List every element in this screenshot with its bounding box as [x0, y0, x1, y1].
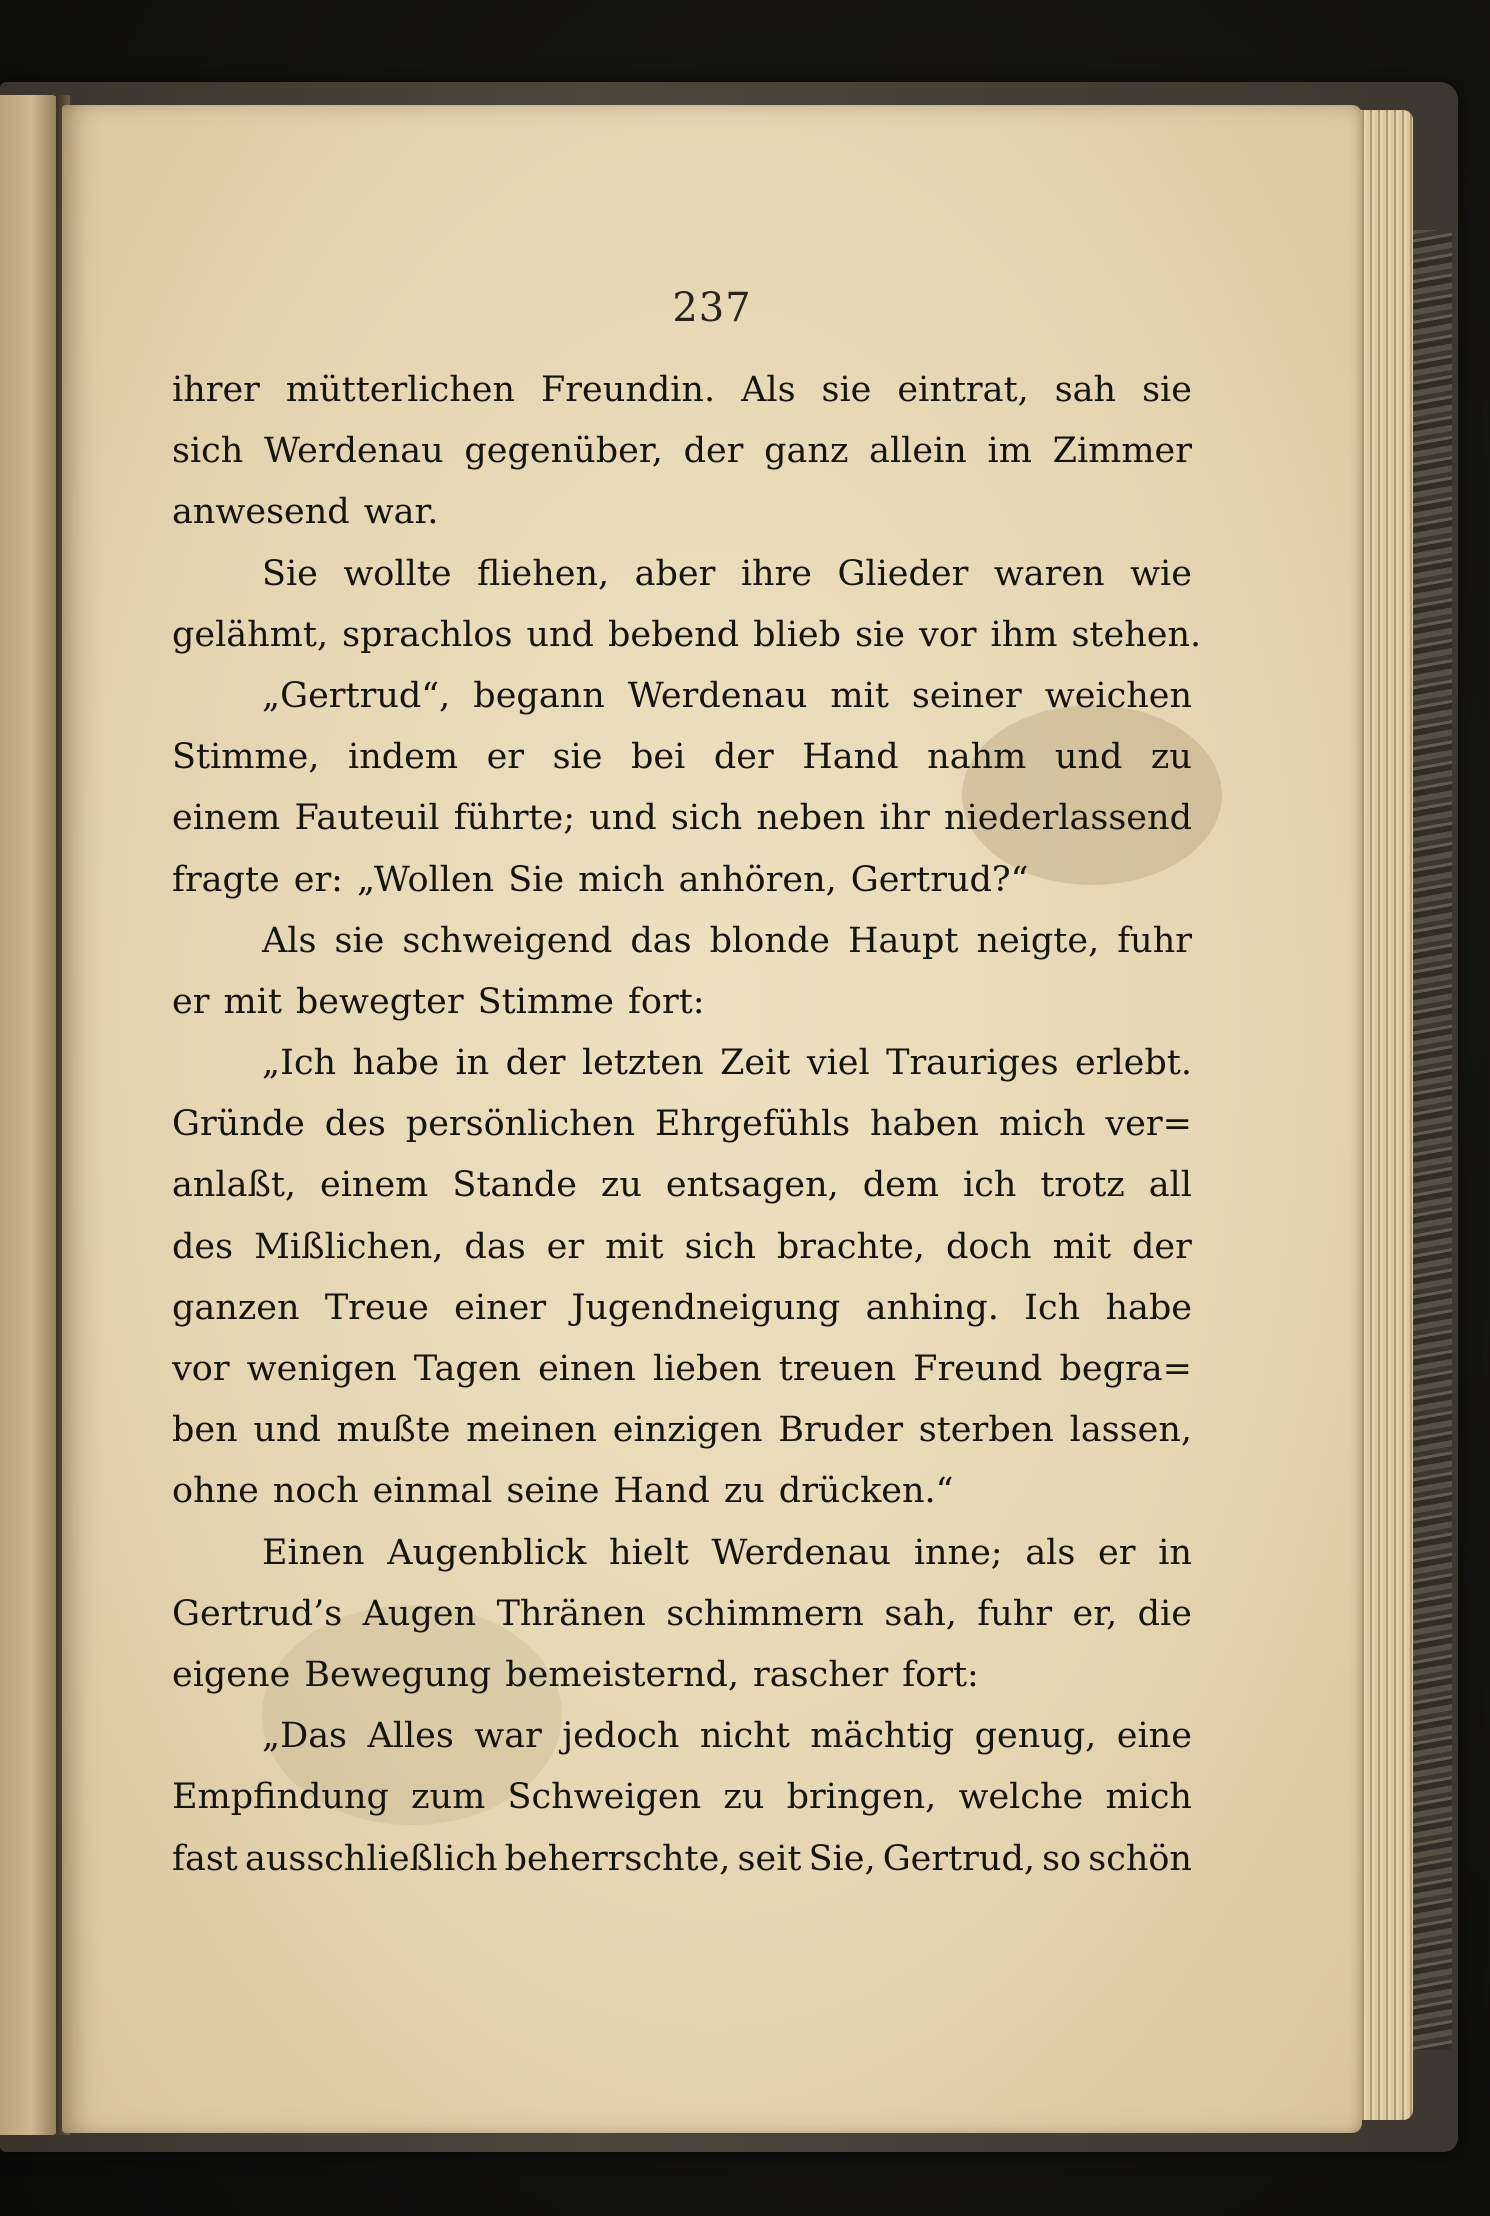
text-line — [172, 1094, 1192, 1155]
book-page — [62, 105, 1362, 2133]
page-number: 237 — [672, 285, 752, 331]
word: der — [1132, 1226, 1192, 1267]
text-line — [172, 1033, 1192, 1094]
word: allein — [869, 431, 967, 472]
word: fuhr — [977, 1593, 1053, 1634]
word: blieb — [753, 614, 842, 655]
word: und — [589, 798, 657, 839]
word: Freund — [913, 1349, 1043, 1389]
word: Hand — [613, 1471, 710, 1512]
word: Empfindung — [172, 1777, 389, 1818]
text-line — [172, 1706, 1192, 1767]
word: nicht — [699, 1716, 790, 1757]
text-line — [172, 972, 1192, 1033]
word: mit — [830, 675, 889, 716]
word: der — [683, 431, 744, 472]
word: ihre — [740, 553, 812, 594]
word: sie — [821, 370, 872, 410]
word: das — [630, 920, 692, 961]
word: so — [1042, 1838, 1082, 1879]
word: mußte — [336, 1410, 451, 1451]
word: trotz — [1040, 1165, 1125, 1206]
text-line — [172, 1217, 1192, 1278]
word: eintrat, — [897, 370, 1029, 410]
word: genug, — [974, 1716, 1097, 1757]
word: Gertrud’s — [172, 1593, 343, 1634]
word: Ehrgefühls — [654, 1104, 851, 1145]
word: mütterlichen — [285, 370, 516, 410]
word: begann — [473, 675, 605, 716]
word: einem — [320, 1165, 429, 1206]
word: sich — [684, 1226, 756, 1267]
word: die — [1137, 1593, 1192, 1634]
word: anhing. — [865, 1287, 999, 1328]
word: zu — [723, 1777, 765, 1818]
word: fragte — [172, 859, 280, 900]
word: sich — [172, 431, 244, 472]
word: seine — [506, 1471, 600, 1512]
word: Ich — [1024, 1287, 1081, 1328]
word: persönlichen — [405, 1104, 636, 1145]
word: noch — [272, 1471, 359, 1512]
word: bemeisternd, — [505, 1654, 740, 1695]
word: er — [546, 1226, 585, 1267]
word: seiner — [911, 675, 1022, 716]
text-line — [172, 788, 1192, 849]
word: sprachlos — [342, 614, 513, 655]
word: einmal — [372, 1471, 493, 1512]
word: begra= — [1059, 1349, 1192, 1389]
word: Hand — [802, 737, 899, 778]
word: „Wollen — [356, 859, 495, 900]
word: einzigen — [612, 1410, 763, 1451]
page-text — [172, 360, 1202, 1890]
word: Sie, — [808, 1838, 876, 1879]
text-line — [172, 544, 1192, 605]
word: vor — [172, 1349, 230, 1389]
word: wollte — [343, 553, 452, 594]
word: doch — [945, 1226, 1032, 1267]
word: mit — [605, 1226, 664, 1267]
word: er — [486, 737, 525, 778]
word: sterben — [918, 1410, 1054, 1451]
text-line — [172, 482, 1192, 543]
word: als — [1025, 1532, 1076, 1573]
word: einen — [538, 1349, 636, 1389]
word: haben — [869, 1104, 980, 1145]
word: in — [1158, 1532, 1192, 1573]
word: er — [172, 981, 210, 1022]
word: welche — [958, 1777, 1084, 1818]
word: führte; — [453, 798, 576, 839]
word: gelähmt, — [172, 614, 329, 655]
word: viel — [806, 1043, 870, 1084]
word: entsagen, — [665, 1165, 839, 1206]
word: Gertrud?“ — [850, 859, 1029, 900]
text-line — [172, 421, 1192, 482]
word: Augen — [362, 1593, 477, 1634]
word: all — [1148, 1165, 1192, 1206]
word: eigene — [172, 1654, 291, 1695]
word: einem — [172, 798, 281, 839]
word: Trauriges — [886, 1043, 1059, 1084]
word: fast — [172, 1838, 238, 1879]
word: gegenüber, — [464, 431, 663, 472]
word: Zeit — [720, 1043, 791, 1084]
word: treuen — [778, 1349, 897, 1389]
word: bringen, — [786, 1777, 937, 1818]
word: Werdenau — [711, 1532, 892, 1573]
word: nahm — [927, 737, 1027, 778]
word: erlebt. — [1075, 1043, 1192, 1084]
word: Glieder — [837, 553, 969, 594]
word: schön — [1088, 1838, 1192, 1879]
word: sie — [1142, 370, 1192, 410]
word: ihr — [879, 798, 930, 839]
word: Als — [262, 920, 317, 961]
text-line — [172, 360, 1192, 421]
text-line — [172, 727, 1192, 788]
word: inne; — [913, 1532, 1003, 1573]
word: zu — [1150, 737, 1192, 778]
word: Treue — [324, 1287, 429, 1328]
word: lieben — [652, 1349, 762, 1389]
word: sah, — [884, 1593, 957, 1634]
word: zu — [723, 1471, 765, 1512]
word: blonde — [709, 920, 830, 961]
word: fort: — [902, 1654, 979, 1695]
text-line — [172, 1523, 1192, 1584]
word: Gründe — [172, 1104, 305, 1145]
word: drücken.“ — [778, 1471, 954, 1512]
word: ihm — [990, 614, 1058, 655]
text-line — [172, 850, 1192, 911]
word: jedoch — [562, 1716, 680, 1757]
word: sie — [334, 920, 385, 961]
word: ben — [172, 1410, 238, 1451]
word: stehen. — [1071, 614, 1202, 655]
word: „Gertrud“, — [262, 675, 451, 716]
word: mächtig — [810, 1716, 955, 1757]
word: das — [464, 1226, 526, 1267]
word: ganzen — [172, 1287, 300, 1328]
word: habe — [1105, 1287, 1192, 1328]
word: schweigend — [402, 920, 613, 961]
word: und — [1054, 737, 1123, 778]
word: dem — [862, 1165, 940, 1206]
word: letzten — [581, 1043, 704, 1084]
text-line — [172, 911, 1192, 972]
word: schimmern — [666, 1593, 864, 1634]
word: der — [713, 737, 774, 778]
word: brachte, — [776, 1226, 925, 1267]
word: Stande — [452, 1165, 577, 1206]
word: lassen, — [1069, 1410, 1192, 1451]
word: und — [253, 1410, 321, 1451]
word: Alles — [367, 1716, 454, 1757]
word: Augenblick — [387, 1532, 587, 1573]
word: „Ich — [262, 1043, 337, 1084]
word: neigte, — [976, 920, 1100, 961]
word: „Das — [262, 1716, 348, 1757]
word: bewegter — [295, 981, 464, 1022]
word: sie — [552, 737, 603, 778]
word: Schweigen — [507, 1777, 702, 1818]
text-line — [172, 1767, 1192, 1828]
word: Thränen — [496, 1593, 646, 1634]
word: Bewegung — [304, 1654, 492, 1695]
word: er: — [293, 859, 343, 900]
word: bei — [631, 737, 686, 778]
word: er, — [1072, 1593, 1118, 1634]
word: in — [455, 1043, 490, 1084]
text-line — [172, 605, 1202, 666]
word: neben — [756, 798, 866, 839]
word: Einen — [262, 1532, 365, 1573]
word: hielt — [609, 1532, 689, 1573]
word: fuhr — [1117, 920, 1192, 961]
word: mich — [578, 859, 665, 900]
word: anwesend — [172, 492, 350, 533]
word: ohne — [172, 1471, 259, 1512]
word: habe — [352, 1043, 440, 1084]
word: aber — [634, 553, 716, 594]
word: zum — [411, 1777, 486, 1818]
word: Werdenau — [627, 675, 808, 716]
word: fort: — [627, 981, 705, 1022]
word: im — [987, 431, 1032, 472]
word: des — [324, 1104, 386, 1145]
text-line — [172, 666, 1192, 727]
word: indem — [348, 737, 459, 778]
word: und — [526, 614, 594, 655]
word: waren — [993, 553, 1105, 594]
word: ihrer — [172, 370, 260, 410]
word: Freundin. — [541, 370, 716, 410]
text-line — [172, 1339, 1192, 1400]
word: Haupt — [848, 920, 959, 961]
text-line — [172, 1155, 1192, 1216]
word: rascher — [753, 1654, 889, 1695]
word: Sie — [262, 553, 318, 594]
word: Tagen — [413, 1349, 521, 1389]
word: Zimmer — [1052, 431, 1192, 472]
word: vor — [918, 614, 977, 655]
word: Werdenau — [264, 431, 444, 472]
word: mit — [223, 981, 282, 1022]
word: sie — [855, 614, 905, 655]
text-line — [172, 1645, 1192, 1706]
word: niederlassend — [944, 798, 1192, 839]
word: einer — [454, 1287, 547, 1328]
word: sich — [670, 798, 743, 839]
word: ganz — [764, 431, 849, 472]
word: Stimme, — [172, 737, 320, 778]
word: der — [505, 1043, 566, 1084]
text-line — [172, 1278, 1192, 1339]
word: weichen — [1044, 675, 1192, 716]
word: sah — [1054, 370, 1117, 410]
word: zu — [600, 1165, 642, 1206]
word: bebend — [607, 614, 740, 655]
word: er — [1098, 1532, 1136, 1573]
word: beherrschte, — [504, 1838, 731, 1879]
word: war — [474, 1716, 542, 1757]
word: eine — [1116, 1716, 1192, 1757]
text-line — [172, 1584, 1192, 1645]
text-line — [172, 1829, 1192, 1890]
word: seit — [737, 1838, 802, 1879]
word: meinen — [466, 1410, 598, 1451]
word: wenigen — [246, 1349, 397, 1389]
text-line — [172, 1400, 1192, 1461]
word: mich — [998, 1104, 1086, 1145]
word: mit — [1052, 1226, 1112, 1267]
word: fliehen, — [477, 553, 610, 594]
word: war. — [363, 492, 439, 533]
word: des — [172, 1226, 234, 1267]
word: Stimme — [477, 981, 614, 1022]
word: Gertrud, — [882, 1838, 1035, 1879]
word: ausschließlich — [244, 1838, 498, 1879]
word: Jugendneigung — [571, 1287, 841, 1328]
word: ich — [963, 1165, 1017, 1206]
word: Bruder — [778, 1410, 904, 1451]
word: Sie — [508, 859, 565, 900]
word: Als — [741, 370, 796, 410]
text-line — [172, 1461, 1192, 1522]
word: Mißlichen, — [254, 1226, 444, 1267]
word: anlaßt, — [172, 1165, 297, 1206]
word: anhören, — [678, 859, 837, 900]
word: Fauteuil — [294, 798, 440, 839]
word: ver= — [1105, 1104, 1192, 1145]
word: mich — [1105, 1777, 1192, 1818]
word: wie — [1130, 553, 1192, 594]
previous-page-edge — [0, 95, 58, 2135]
